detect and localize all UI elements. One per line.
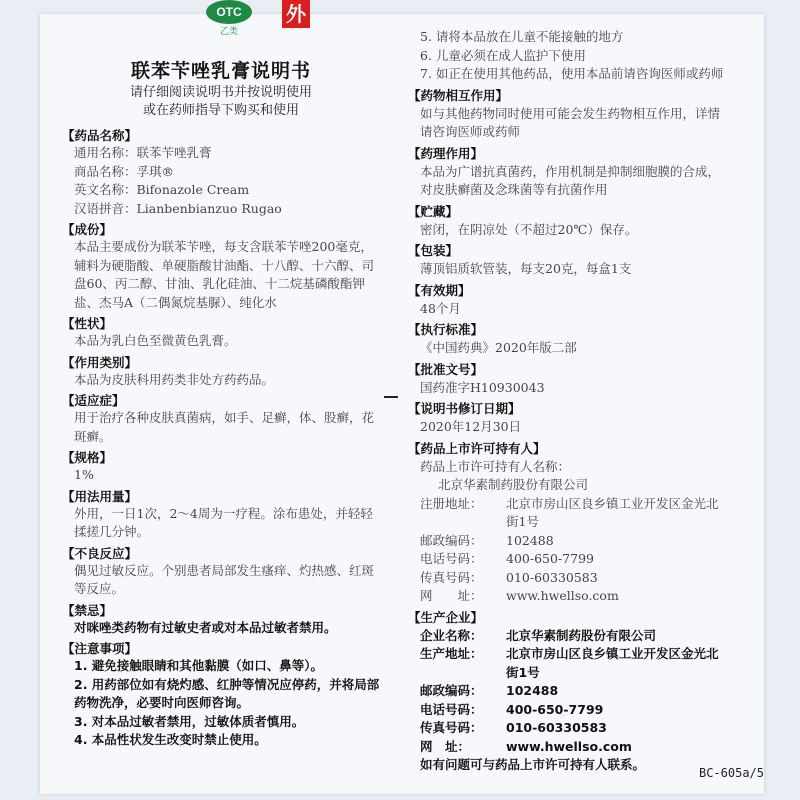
- section-license-holder: 【 药品上市许可持有人】: [408, 439, 730, 458]
- maker-web-value: www.hwellso.com: [506, 738, 632, 754]
- indication-text: 用于治疗各种皮肤真菌病，如手、足癣，体、股癣，花斑癣。: [74, 410, 375, 444]
- external-use-badge: 外: [282, 0, 310, 28]
- maker-address-label: 生产地址：: [420, 646, 483, 661]
- maker-fax-row: [408, 719, 730, 738]
- holder-address-row: [408, 495, 730, 532]
- maker-tel-row: [408, 701, 730, 720]
- section-indication: 【 适应症】: [62, 391, 382, 409]
- pharmacology-text: 本品为广谱抗真菌药，作用机制是抑制细胞膜的合成，对皮肤癣菌及念珠菌等有抗菌作用: [420, 163, 721, 197]
- note-2: 2. 用药部位如有烧灼感、红肿等情况应停药，并将局部药物洗净，必要时向医师咨询。: [74, 676, 380, 710]
- pinyin-name: 汉语拼音：Lianbenbianzuo Rugao: [74, 200, 282, 216]
- section-usage: 【 用法用量】: [62, 487, 382, 505]
- holder-fax-label: 传真号码：: [420, 569, 483, 585]
- category-text: 本品为皮肤科用药类非处方药药品。: [74, 371, 275, 387]
- english-name: 英文名称：Bifonazole Cream: [74, 182, 250, 197]
- maker-fax-value: 010-60330583: [506, 720, 607, 735]
- section-package: 【 包装】: [408, 241, 730, 260]
- section-spec: 【 规格】: [62, 448, 382, 466]
- character-text: 本品为乳白色至微黄色乳膏。: [74, 333, 237, 348]
- usage-text: 外用，一日1次，2～4周为一疗程。涂布患处，并轻轻揉搓几分钟。: [74, 505, 373, 539]
- maker-name-row: [408, 627, 730, 646]
- note-3: 3. 对本品过敏者禁用，过敏体质者慎用。: [74, 713, 305, 729]
- page-subtitle: [62, 84, 380, 120]
- contraindications-text: 对咪唑类药物有过敏史者或对本品过敏者禁用。: [74, 619, 337, 635]
- revision-date-text: 2020年12月30日: [420, 419, 522, 434]
- ingredients-text: 本品主要成份为联苯苄唑，每支含联苯苄唑200毫克，辅料为硬脂酸、单硬脂酸甘油酯、十八醇、十六醇、司盘60、丙二醇、甘油、乳化硅油、十二烷基磷酸酯钾盐、杰马A（二偶氮烷基脲）、纯化水: [74, 239, 375, 310]
- maker-name-value: 北京华素制药股份有限公司: [506, 627, 657, 643]
- section-character: 【 性状】: [62, 314, 382, 332]
- maker-zip-label: 邮政编码：: [420, 683, 483, 698]
- holder-address-value: 北京市房山区良乡镇工业开发区金光北街1号: [506, 495, 719, 529]
- approval-text: 国药准字H10930043: [420, 379, 545, 395]
- storage-text: 密闭，在阴凉处（不超过20℃）保存。: [420, 221, 638, 237]
- maker-address-row: [408, 645, 730, 682]
- maker-address-value: 北京市房山区良乡镇工业开发区金光北街1号: [506, 646, 719, 680]
- adverse-text: 偶见过敏反应。个别患者局部发生瘙痒、灼热感、红斑等反应。: [74, 562, 375, 596]
- section-contraindications: 【 禁忌】: [62, 601, 382, 619]
- holder-fax-value: 010-60330583: [506, 569, 598, 585]
- otc-class-label: 乙类: [220, 27, 239, 37]
- left-column: [62, 124, 382, 750]
- holder-web-row: [408, 587, 730, 606]
- holder-tel-row: [408, 550, 730, 569]
- maker-fax-label: 传真号码：: [420, 720, 483, 735]
- section-drug-name: 【 药品名称】: [62, 126, 382, 144]
- fold-mark: [384, 396, 398, 398]
- holder-tel-label: 电话号码：: [420, 551, 483, 566]
- right-column: [408, 28, 730, 775]
- holder-zip-label: 邮政编码：: [420, 532, 483, 548]
- section-adverse: 【 不良反应】: [62, 544, 382, 562]
- section-storage: 【 贮藏】: [408, 202, 730, 221]
- otc-badge: OTC: [206, 0, 252, 24]
- note-6: 6. 儿童必须在成人监护下使用: [420, 47, 586, 63]
- holder-tel-value: 400-650-7799: [506, 551, 594, 566]
- holder-fax-row: [408, 569, 730, 588]
- page-title: 联苯苄唑乳膏说明书: [130, 60, 311, 82]
- maker-web-row: [408, 738, 730, 757]
- holder-zip-row: [408, 532, 730, 551]
- note-1: 1. 避免接触眼睛和其他黏膜（如口、鼻等）。: [74, 658, 324, 673]
- section-manufacturer: 【 生产企业】: [408, 608, 730, 627]
- common-name: 通用名称：联苯苄唑乳膏: [74, 145, 212, 160]
- validity-text: 48个月: [420, 300, 461, 316]
- maker-web-label: 网 址：: [420, 738, 471, 754]
- note-5: 5. 请将本品放在儿童不能接触的地方: [420, 29, 624, 44]
- standard-text: 《中国药典》2020年版二部: [420, 340, 577, 355]
- section-pharmacology: 【 药理作用】: [408, 144, 730, 163]
- section-standard: 【 执行标准】: [408, 320, 730, 339]
- section-validity: 【 有效期】: [408, 281, 730, 300]
- package-text: 薄顶铝质软管装，每支20克，每盒1支: [420, 261, 632, 276]
- section-ingredients: 【 成份】: [62, 220, 382, 238]
- maker-zip-row: [408, 682, 730, 701]
- interaction-text: 如与其他药物同时使用可能会发生药物相互作用，详情请咨询医师或药师: [420, 105, 721, 139]
- maker-name-label: 企业名称：: [420, 627, 483, 643]
- subtitle-line-2: 或在药师指导下购买和使用: [142, 103, 299, 118]
- holder-web-value: www.hwellso.com: [506, 588, 619, 603]
- holder-name-label: 药品上市许可持有人名称：: [420, 458, 571, 474]
- holder-web-label: 网 址：: [420, 588, 483, 603]
- section-interaction: 【 药物相互作用】: [408, 86, 730, 105]
- holder-zip-value: 102488: [506, 532, 554, 548]
- subtitle-line-1: 请仔细阅读说明书并按说明使用: [129, 85, 312, 100]
- maker-zip-value: 102488: [506, 683, 559, 698]
- maker-tel-value: 400-650-7799: [506, 701, 604, 717]
- holder-name-value: 北京华素制药股份有限公司: [438, 477, 589, 492]
- document-code: BC-605a/5: [698, 766, 764, 780]
- section-revision-date: 【 说明书修订日期】: [408, 399, 730, 418]
- spec-text: 1%: [74, 467, 94, 482]
- trade-name: 商品名称：孚琪®: [74, 163, 175, 179]
- section-category: 【 作用类别】: [62, 353, 382, 371]
- section-notes: 【 注意事项】: [62, 639, 382, 657]
- maker-tel-label: 电话号码：: [420, 701, 483, 717]
- contact-note: 如有问题可与药品上市许可持有人联系。: [420, 757, 646, 772]
- note-7: 7. 如正在使用其他药品，使用本品前请咨询医师或药师: [420, 66, 724, 81]
- note-4: 4. 本品性状发生改变时禁止使用。: [74, 732, 267, 747]
- holder-address-label: 注册地址：: [420, 495, 483, 511]
- section-approval: 【 批准文号】: [408, 360, 730, 379]
